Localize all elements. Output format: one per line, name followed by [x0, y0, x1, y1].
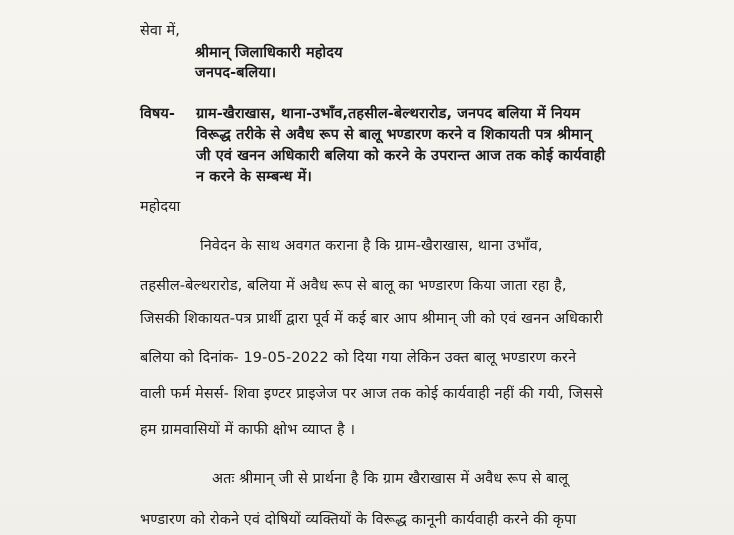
- subject-line: न करने के सम्बन्ध में।: [196, 169, 312, 185]
- addressee: श्रीमान् जिलाधिकारी महोदय: [195, 45, 343, 61]
- paragraph-line: बलिया को दिनांक- 19-05-2022 को दिया गया लेकिन उक्त बालू भण्डारण करने: [140, 350, 577, 366]
- paragraph-line: हम ग्रामवासियों में काफी क्षोभ व्याप्त है ।: [140, 422, 356, 438]
- paragraph-line: तहसील-बेल्थरारोड, बलिया में अवैध रूप से बालू का भण्डारण किया जाता रहा है,: [140, 278, 567, 294]
- paragraph-line: निवेदन के साथ अवगत कराना है कि ग्राम-खैराखास, थाना उभाँव,: [200, 238, 543, 254]
- subject-label: विषय-: [140, 106, 176, 122]
- paragraph-line: भण्डारण को रोकने एवं दोषियों व्यक्तियों के विरूद्ध कानूनी कार्यवाही करने की कृपा: [140, 512, 577, 528]
- subject-line: ग्राम-खैराखास, थाना-उभाँव,तहसील-बेल्थरारोड, जनपद बलिया में नियम: [196, 106, 581, 122]
- paragraph-line: जिसकी शिकायत-पत्र प्रार्थी द्वारा पूर्व में कई बार आप श्रीमान् जी को एवं खनन अधिकारी: [140, 311, 603, 327]
- subject-line: विरूद्ध तरीके से अवैध रूप से बालू भण्डारण करने व शिकायती पत्र श्रीमान्: [196, 127, 592, 143]
- salutation-to: सेवा में,: [140, 23, 181, 39]
- paragraph-line: अतः श्रीमान् जी से प्रार्थना है कि ग्राम खैराखास में अवैध रूप से बालू: [212, 471, 569, 487]
- paragraph-line: वाली फर्म मेसर्स- शिवा इण्टर प्राइजेज पर आज तक कोई कार्यवाही नहीं की गयी, जिससे: [140, 386, 603, 402]
- subject-line: जी एवं खनन अधिकारी बलिया को करने के उपरान्त आज तक कोई कार्यवाही: [196, 148, 606, 164]
- greeting: महोदया: [140, 199, 181, 215]
- district: जनपद-बलिया।: [195, 65, 277, 81]
